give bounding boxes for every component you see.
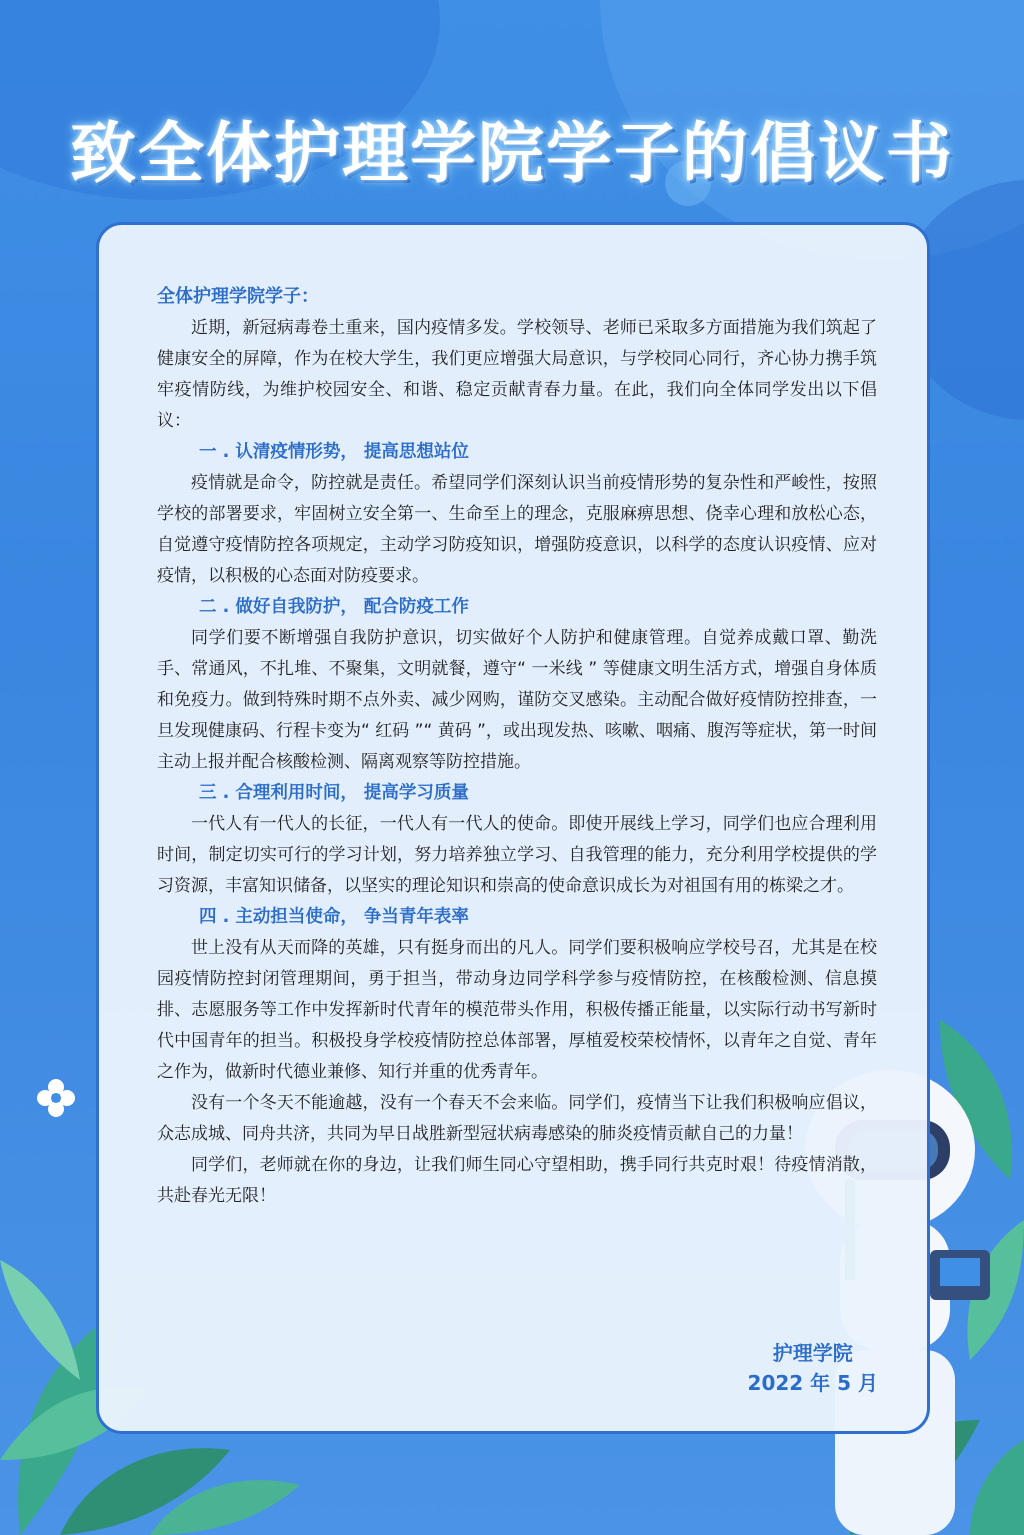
section-body-1: 疫情就是命令，防控就是责任。希望同学们深刻认识当前疫情形势的复杂性和严峻性，按照学校的部署要求，牢固树立安全第一、生命至上的理念，克服麻痹思想、侥幸心理和放松心态，自觉遵守疫情防控各项规定，主动学习防疫知识，增强防疫意识，以科学的态度认识疫情、应对疫情，以积极的心态面对防疫要求。	[157, 473, 877, 586]
section-body-4: 世上没有从天而降的英雄，只有挺身而出的凡人。同学们要积极响应学校号召，尤其是在校园疫情防控封闭管理期间，勇于担当，带动身边同学科学参与疫情防控，在核酸检测、信息摸排、志愿服务等工作中发挥新时代青年的模范带头作用，积极传播正能量，以实际行动书写新时代中国青年的担当。积极投身学校疫情防控总体部署，厚植爱校荣校情怀，以青年之自觉、青年之作为，做新时代德业兼修、知行并重的优秀青年。	[157, 938, 877, 1082]
section-body-2: 同学们要不断增强自我防护意识，切实做好个人防护和健康管理。自觉养成戴口罩、勤洗手、常通风，不扎堆、不聚集，文明就餐，遵守“ 一米线 ” 等健康文明生活方式，增强自身体质和免疫力。做到特殊时期不点外卖、减少网购，谨防交叉感染。主动配合做好疫情防控排查，一旦发现健康码、行程卡变为“ 红码 ”“ 黄码 ”，或出现发热、咳嗽、咽痛、腹泻等症状，第一时间主动上报并配合核酸检测、隔离观察等防控措施。	[157, 628, 877, 772]
signature-block	[748, 1338, 878, 1398]
poster-title: 致全体护理学院学子的倡议书	[70, 115, 954, 192]
flower-icon	[36, 1078, 76, 1118]
section-heading-3: 三 . 合理利用时间， 提高学习质量	[199, 783, 469, 803]
signature-date: 2022 年 5 月	[747, 1371, 878, 1395]
section-heading-2: 二 . 做好自我防护， 配合防疫工作	[199, 597, 469, 617]
closing-paragraph-2: 同学们，老师就在你的身边，让我们师生同心守望相助，携手同行共克时艰！待疫情消散，共赴春光无限！	[157, 1155, 877, 1206]
section-body-3: 一代人有一代人的长征，一代人有一代人的使命。即使开展线上学习，同学们也应合理利用时间，制定切实可行的学习计划，努力培养独立学习、自我管理的能力，充分利用学校提供的学习资源，丰富知识储备，以坚实的理论知识和崇高的使命意识成长为对祖国有用的栋梁之才。	[157, 814, 877, 896]
greeting: 全体护理学院学子：	[157, 286, 319, 307]
letter-body	[157, 281, 877, 1212]
section-heading-1: 一 . 认清疫情形势， 提高思想站位	[199, 442, 469, 462]
intro-paragraph: 近期，新冠病毒卷土重来，国内疫情多发。学校领导、老师已采取多方面措施为我们筑起了健康安全的屏障，作为在校大学生，我们更应增强大局意识，与学校同心同行，齐心协力携手筑牢疫情防线，为维护校园安全、和谐、稳定贡献青春力量。在此，我们向全体同学发出以下倡议：	[157, 318, 877, 431]
section-heading-4: 四 . 主动担当使命， 争当青年表率	[199, 907, 469, 927]
closing-paragraph-1: 没有一个冬天不能逾越，没有一个春天不会来临。同学们，疫情当下让我们积极响应倡议，众志成城、同舟共济，共同为早日战胜新型冠状病毒感染的肺炎疫情贡献自己的力量！	[157, 1093, 877, 1144]
content-card	[96, 222, 930, 1434]
signature-org: 护理学院	[772, 1341, 853, 1365]
